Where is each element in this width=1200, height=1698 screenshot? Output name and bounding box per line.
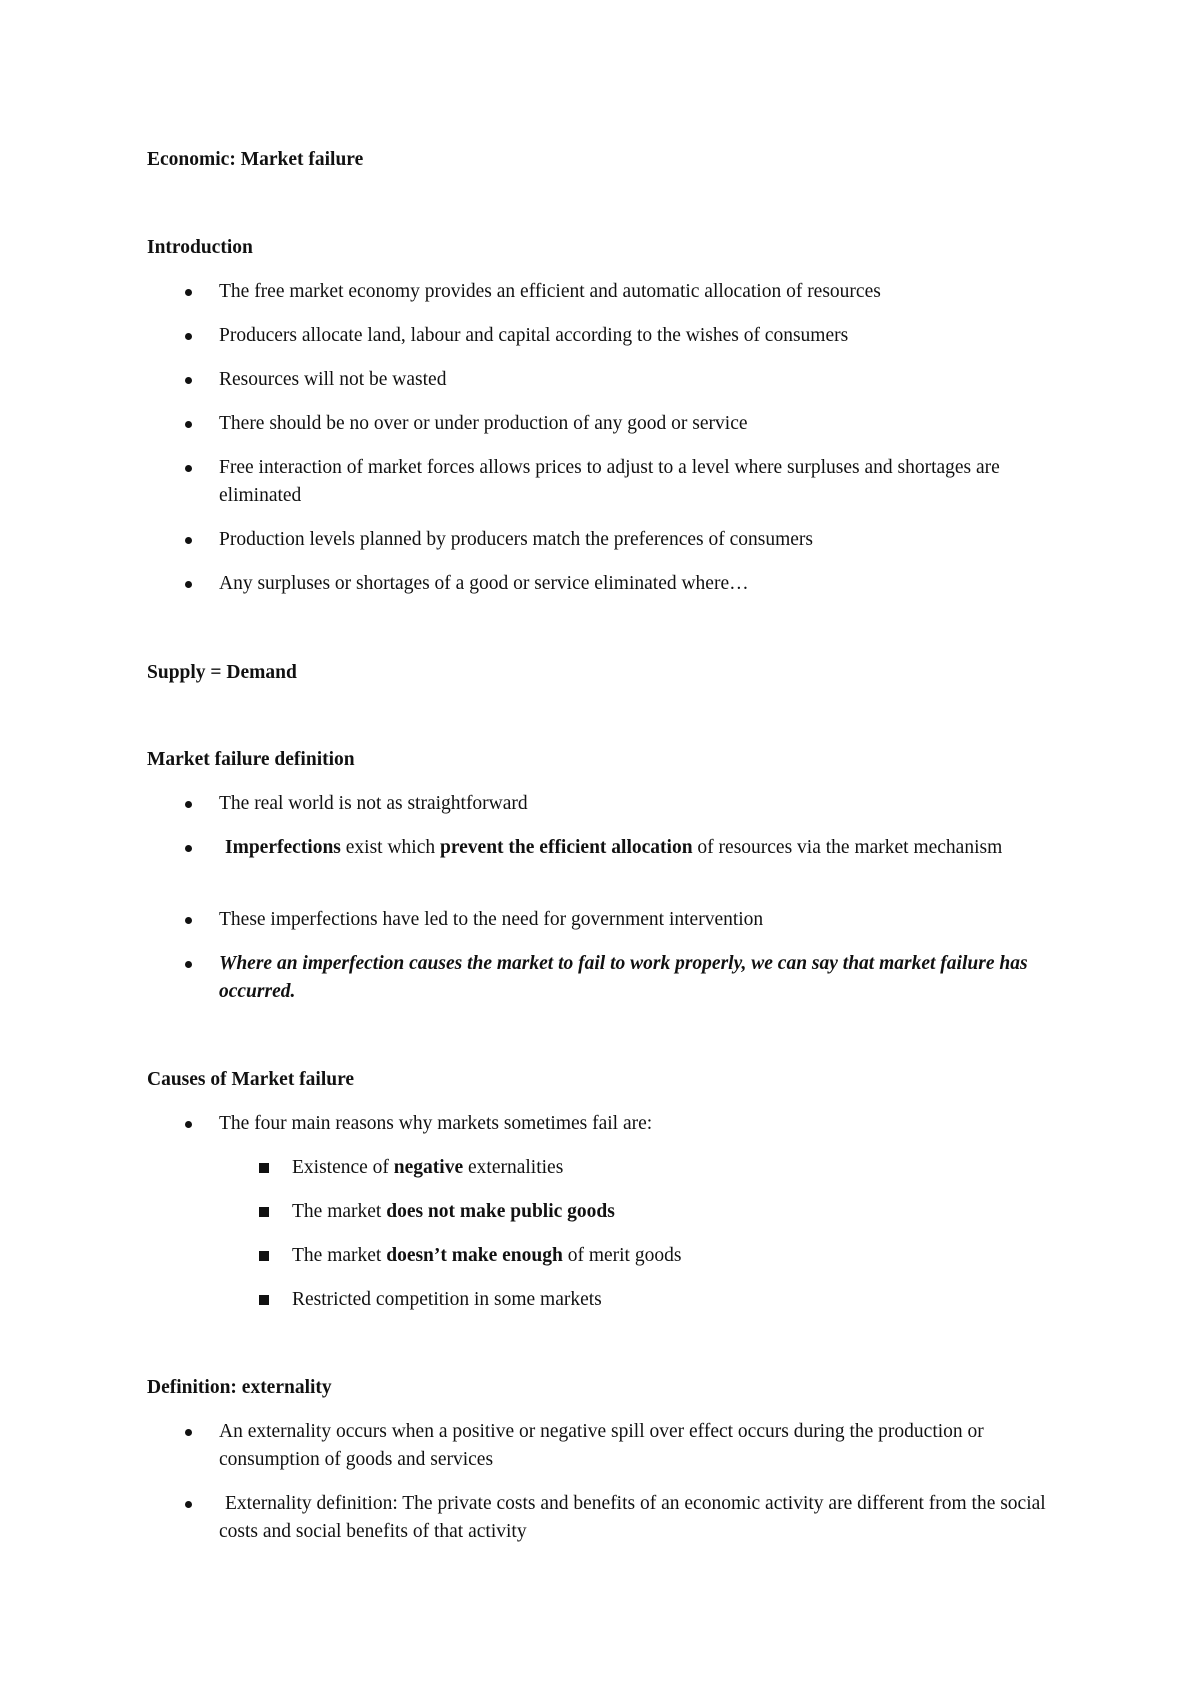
list-item: Any surpluses or shortages of a good or service eliminated where…: [219, 573, 749, 594]
list-item: These imperfections have led to the need for government intervention: [219, 909, 764, 930]
list-item-emphasis: Where an imperfection causes the market to fail to work properly, we can say that market failure has occurred.: [219, 953, 1028, 1002]
bullet-icon: [183, 834, 195, 862]
text-span: of merit goods: [562, 1245, 682, 1266]
causes-heading: Causes of Market failure: [147, 1069, 355, 1090]
introduction-heading: Introduction: [147, 237, 253, 258]
bullet-icon: [183, 526, 195, 554]
bullet-icon: [183, 1418, 195, 1446]
bullet-icon: [183, 906, 195, 934]
square-bullet-icon: [258, 1198, 270, 1226]
not-enough-bold: doesn’t make enough: [386, 1245, 563, 1266]
sub-list-item: [292, 1154, 1052, 1182]
negative-bold: negative: [393, 1157, 464, 1178]
sub-list-item: [292, 1198, 1052, 1226]
list-item: Production levels planned by producers match the preferences of consumers: [219, 529, 814, 550]
efficient-allocation-bold: prevent the efficient allocation: [440, 837, 693, 858]
list-item: The four main reasons why markets sometimes fail are:: [219, 1113, 653, 1134]
list-item: Externality definition: The private costs and benefits of an economic activity are different from the social costs and social benefits of that activity: [219, 1493, 1046, 1542]
bullet-icon: [183, 278, 195, 306]
bullet-icon: [183, 950, 195, 978]
list-item: [219, 834, 1049, 862]
bullet-icon: [183, 570, 195, 598]
text-span: externalities: [463, 1157, 564, 1178]
list-item: Producers allocate land, labour and capital according to the wishes of consumers: [219, 325, 849, 346]
list-item: The free market economy provides an efficient and automatic allocation of resources: [219, 281, 881, 302]
imperfections-bold: Imperfections: [225, 837, 341, 858]
document-title: Economic: Market failure: [147, 149, 364, 170]
supply-demand-heading: Supply = Demand: [147, 662, 297, 683]
list-item: Resources will not be wasted: [219, 369, 447, 390]
public-goods-bold: does not make public goods: [386, 1201, 615, 1222]
sub-list-item: Restricted competition in some markets: [292, 1289, 602, 1310]
bullet-icon: [183, 790, 195, 818]
bullet-icon: [183, 1490, 195, 1518]
bullet-icon: [183, 366, 195, 394]
text-span: The market: [292, 1201, 387, 1222]
sub-list-item: [292, 1242, 1052, 1270]
list-item: Free interaction of market forces allows prices to adjust to a level where surpluses and shortages are eliminated: [219, 457, 1000, 506]
list-item: The real world is not as straightforward: [219, 793, 528, 814]
text-span: Existence of: [292, 1157, 394, 1178]
market-failure-definition-heading: Market failure definition: [147, 749, 355, 770]
text-span: The market: [292, 1245, 387, 1266]
list-item: An externality occurs when a positive or negative spill over effect occurs during the production or consumption of goods and services: [219, 1421, 984, 1470]
list-item: There should be no over or under production of any good or service: [219, 413, 748, 434]
square-bullet-icon: [258, 1242, 270, 1270]
square-bullet-icon: [258, 1286, 270, 1314]
externality-heading: Definition: externality: [147, 1377, 332, 1398]
text-span: of resources via the market mechanism: [692, 837, 1003, 858]
bullet-icon: [183, 1110, 195, 1138]
text-span: exist which: [340, 837, 440, 858]
bullet-icon: [183, 454, 195, 482]
bullet-icon: [183, 322, 195, 350]
bullet-icon: [183, 410, 195, 438]
square-bullet-icon: [258, 1154, 270, 1182]
